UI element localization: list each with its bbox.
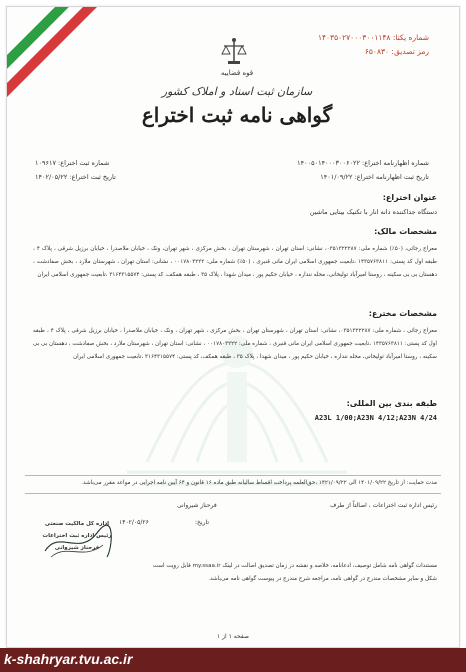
signature-date-label: تاریخ:	[195, 519, 209, 526]
judiciary-label: قوه قضاییه	[220, 69, 254, 77]
site-url[interactable]: k-shahryar.tvu.ac.ir	[4, 651, 133, 667]
invention-title-label: عنوان اختراع:	[382, 193, 437, 202]
site-banner	[0, 648, 466, 672]
signature-date-value: ۱۴۰۲/۰۵/۲۶	[119, 519, 149, 526]
judiciary-scales-icon	[221, 37, 247, 67]
signatory-name: فرحناز شیروانی	[177, 502, 217, 509]
divider	[25, 493, 441, 494]
iran-flag-ribbon	[7, 7, 127, 117]
signatory-role: رئیس اداره ثبت اختراعات ، اصالتاً از طرف	[330, 502, 437, 509]
page-number: صفحه ۱ از ۱	[217, 633, 249, 640]
stamp-line-3: فرحناز شیروانی	[54, 545, 100, 551]
inventors-details: معراج رجائی ، شماره ملی: ۰۳۵۱۳۲۲۲۸۷، نشانی: استان تهران ، شهرستان تهران ، بخش مرکزی ، شهر تهران ، ونک ، خیابان ملاصدرا ، خیابان برزیل شرقی ، پلاک ۴ ، طبقه اول کد پستی: ۱۴۳۵۷۶۳۸۱۱ ،تابعیت جمهوری اسلامی ایران مانی قنبری ، شماره ملی: ۰۰۱۷۸۰۳۲۲۲ ، نشانی: استان تهران ، شهرستان ملارد ، بخش صفادشت ، دهستان بی بی سکینه ، روستا امیرآباد تولیخانی، محله ننداره ، خیابان حکیم پور ، میدان شهدا ، پلاک ۳۵ ، طبقه همکف، کد پستی: ۳۱۶۴۳۱۵۵۷۴ ،تابعیت جمهوری اسلامی ایران	[33, 328, 437, 360]
verification-code: رمز تصدیق: ۶۵۰۸۳۰	[364, 47, 429, 56]
registration-number: شماره ثبت اختراع: ۱۰۹۶۱۷	[35, 159, 110, 167]
inventors-label: مشخصات مخترع:	[368, 309, 437, 318]
organization-name: سازمان ثبت اسناد و املاک کشور	[161, 85, 313, 98]
stamp-line-1: اداره کل مالکیت صنعتی	[44, 521, 110, 527]
application-number: شماره اظهارنامه اختراع: ۱۴۰۰۵۰۱۴۰۰۰۳۰۰۶۰۲۲	[297, 159, 429, 167]
invention-title-value: دستگاه جداکننده دانه انار با تکنیک بینایی ماشین	[309, 208, 437, 216]
verification-notice-line-2: شکل و سایر مشخصات مندرج در گواهی نامه، مراجعه شرح مندرج در پیوست گواهی نامه می‌باشد.	[208, 576, 437, 582]
registration-date: تاریخ ثبت اختراع: ۱۴۰۲/۰۵/۲۲	[35, 173, 116, 181]
classification-label: طبقه بندی بین المللی:	[346, 399, 437, 408]
owners-details: معراج رجائی، (۵۰٪) شماره ملی: ۰۳۵۱۳۲۲۲۸۷، نشانی: استان تهران ، شهرستان تهران ، بخش مرکزی ، شهر تهران، ونک ، خیابان ملاصدرا ، خیابان برزیل شرقی ، پلاک ۴ ، طبقه اول کد پستی: ۱۴۳۵۷۶۳۸۱۱ ،تابعیت جمهوری اسلامی ایران مانی قنبری ، (۵۰٪) شماره ملی: ۰۰۱۷۸۰۳۲۲۲ ، نشانی: استان تهران ، شهرستان ملارد ، بخش صفادشت ، دهستان بی بی سکینه ، روستا امیرآباد تولیخانی، محله ننداره ، خیابان حکیم پور ، میدان شهدا ، پلاک ۳۵ ، طبقه همکف، کد پستی: ۳۱۶۴۳۱۵۵۷۴ ،تابعیت جمهوری اسلامی ایران	[33, 246, 437, 278]
certificate-page	[6, 6, 460, 648]
divider	[25, 475, 441, 476]
verification-notice-line-1: مستندات گواهی نامه شامل توصیف، ادعانامه، خلاصه و نقشه در زمان تصدیق اصالت در لینک my.ssaa.ir قابل رویت است	[152, 563, 437, 569]
stamp-line-2: رئیس اداره ثبت اختراعات	[42, 533, 112, 539]
certificate-title: گواهی نامه ثبت اختراع	[141, 103, 333, 127]
serial-number: شماره یکتا: ۱۴۰۳۵۰۲۷۰۰۰۳۰۰۱۱۴۸	[317, 33, 429, 42]
application-date: تاریخ ثبت اظهارنامه اختراع: ۱۴۰۱/۰۹/۲۲	[320, 173, 429, 181]
classification-value: A23L 1/00;A23N 4/12;A23N 4/24	[314, 414, 437, 422]
protection-period: مدت حمایت: از تاریخ ۱۴۰۱/۰۹/۲۲ الی ۱۴۲۱/۰۹/۲۲ ،حق‌العلمه پرداخت اقساط سالیانه طبق ماده ۱۶ قانون و ۶۴ آیین نامه اجرایی در مواعد مقرر می‌باشد.	[81, 480, 437, 486]
owners-label: مشخصات مالک:	[374, 227, 437, 236]
